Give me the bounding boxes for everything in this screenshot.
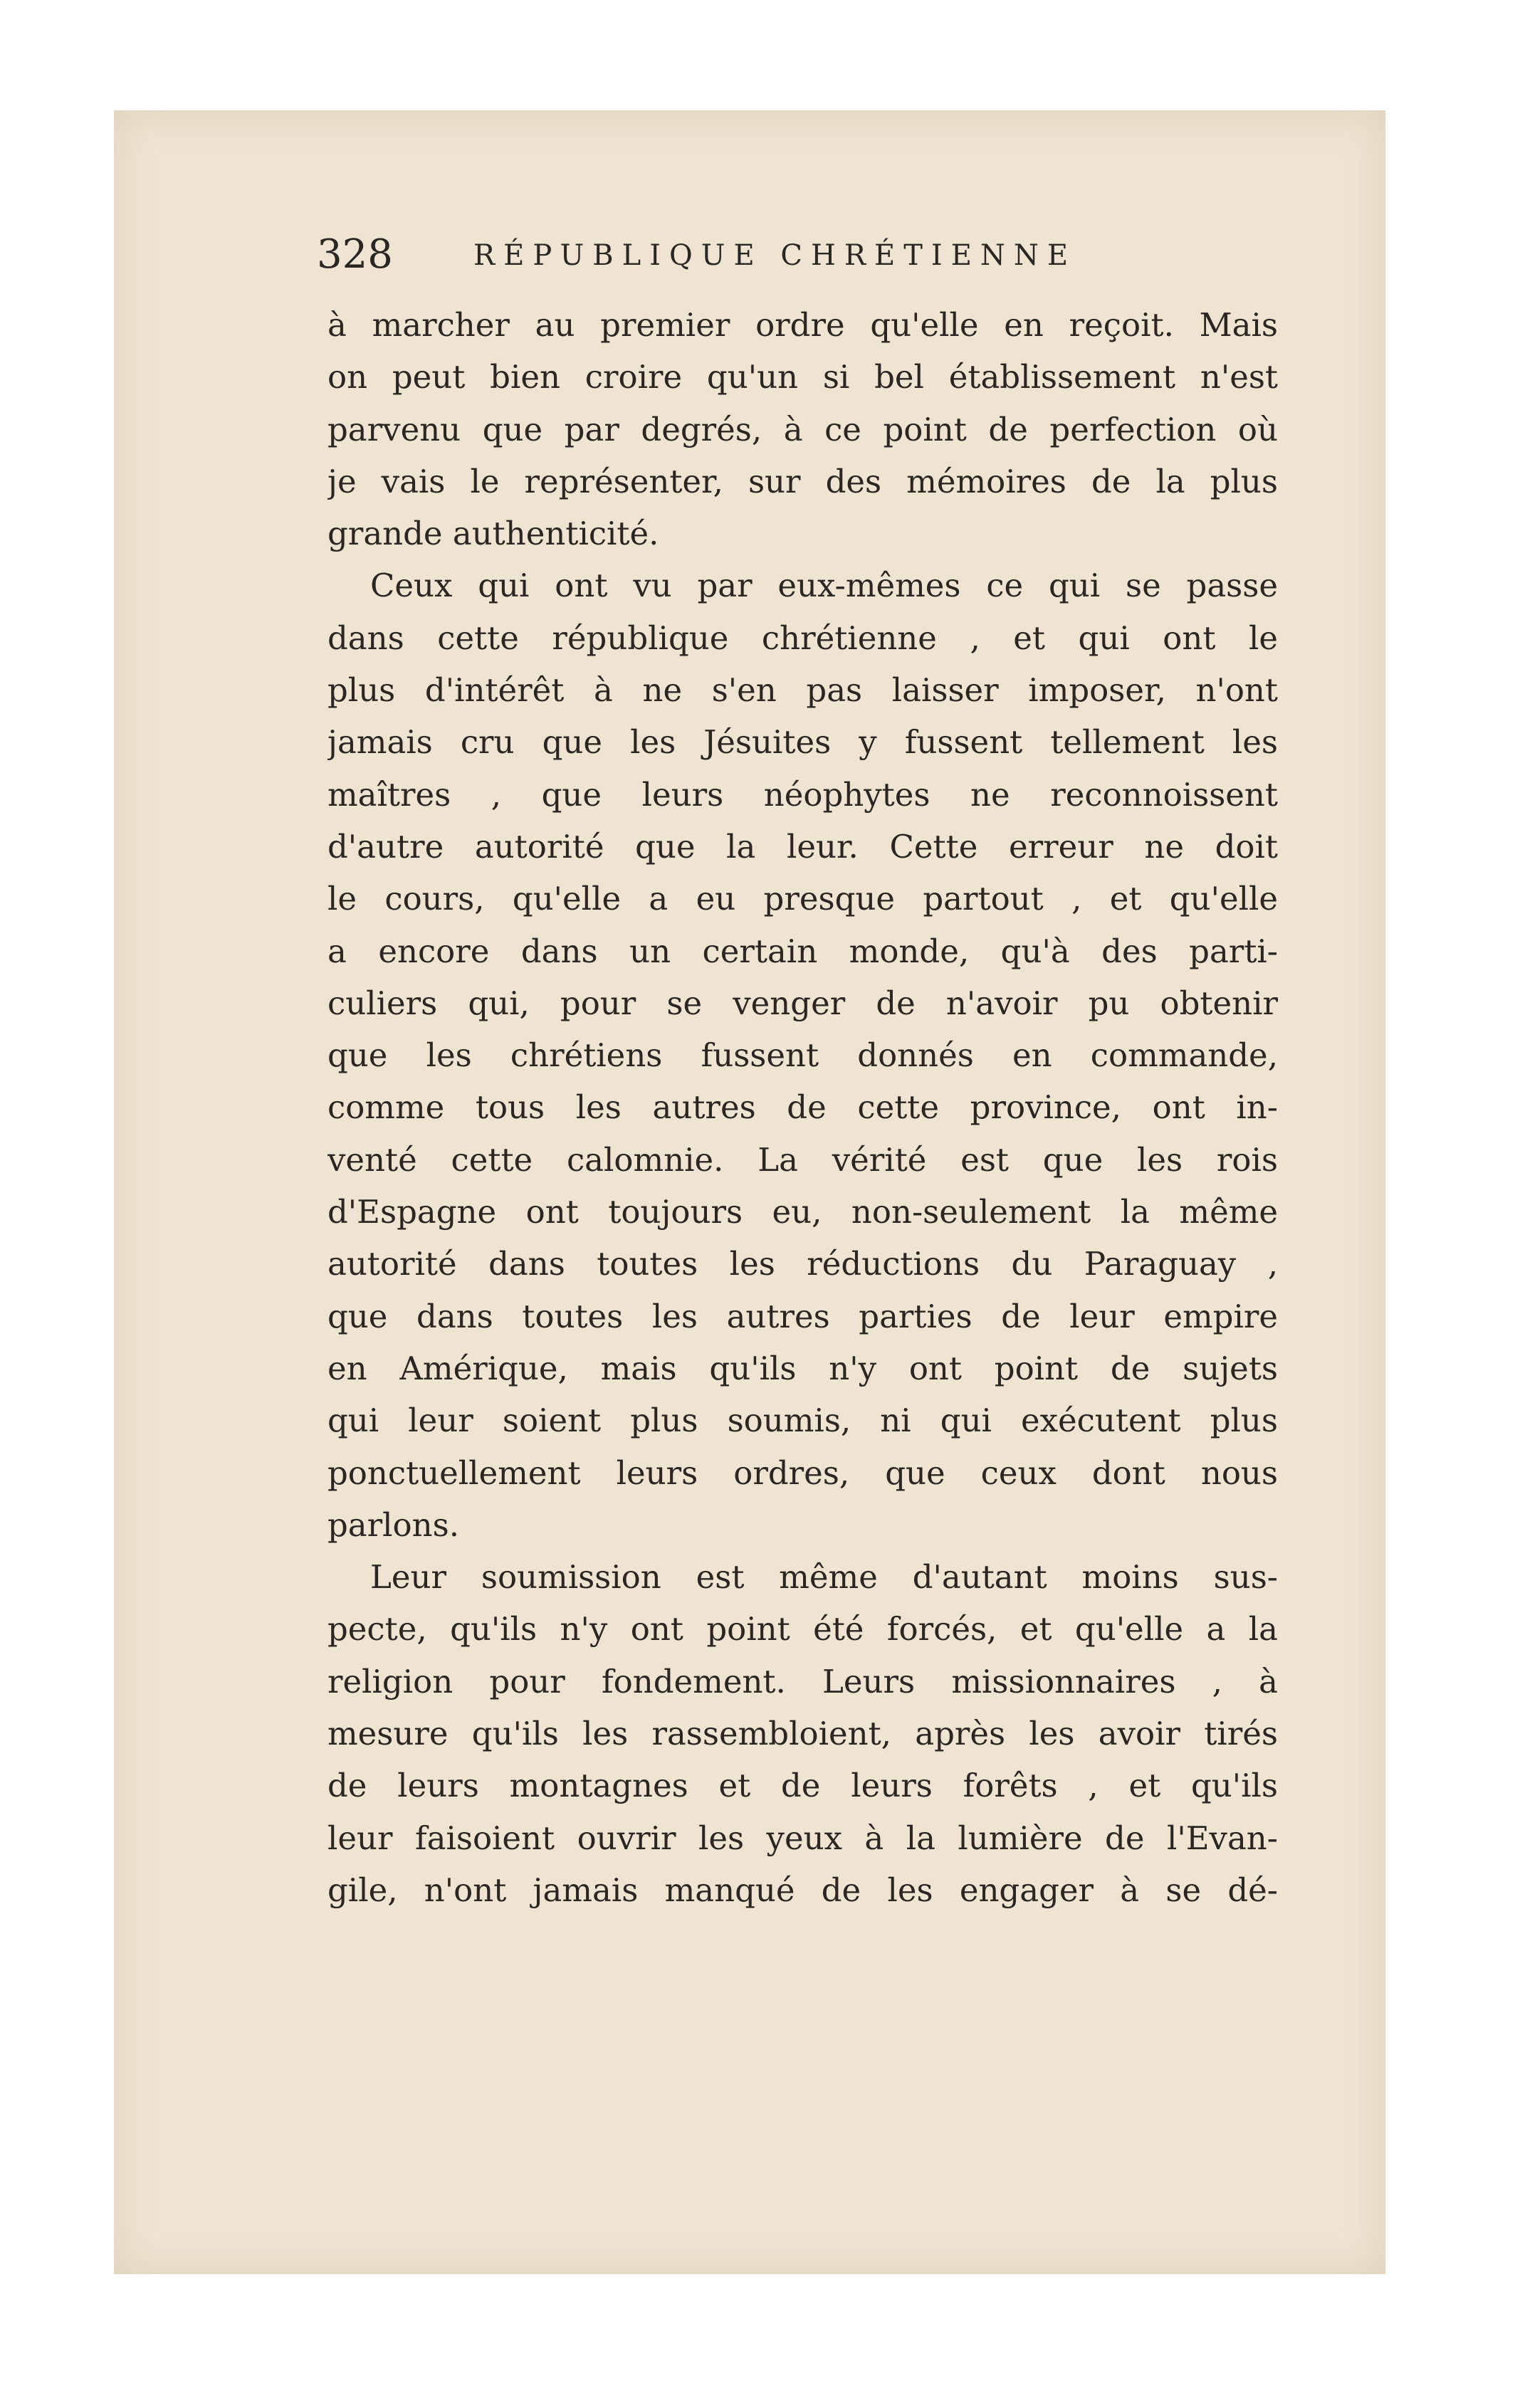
text-line: parvenu que par degrés, à ce point de perfection où — [327, 410, 1278, 448]
text-line: comme tous les autres de cette province, ont in- — [327, 1088, 1278, 1127]
text-line: parlons. — [327, 1505, 460, 1544]
text-line: culiers qui, pour se venger de n'avoir pu obtenir — [327, 984, 1278, 1022]
text-line: dans cette république chrétienne , et qui ont le — [327, 619, 1278, 657]
text-line: maîtres , que leurs néophytes ne reconnoissent — [327, 775, 1278, 814]
text-line: le cours, qu'elle a eu presque partout , et qu'elle — [327, 880, 1278, 918]
text-line: plus d'intérêt à ne s'en pas laisser imposer, n'ont — [327, 671, 1278, 710]
text-line: que dans toutes les autres parties de leur empire — [327, 1297, 1278, 1335]
text-line: pecte, qu'ils n'y ont point été forcés, et qu'elle a la — [327, 1610, 1278, 1649]
text-line: venté cette calomnie. La vérité est que les rois — [327, 1140, 1278, 1179]
text-line: en Amérique, mais qu'ils n'y ont point de sujets — [327, 1349, 1278, 1387]
text-line: mesure qu'ils les rassembloient, après les avoir tirés — [327, 1715, 1278, 1753]
text-line: à marcher au premier ordre qu'elle en reçoit. Mais — [327, 306, 1278, 344]
text-line: qui leur soient plus soumis, ni qui exécutent plus — [327, 1402, 1278, 1440]
text-line: leur faisoient ouvrir les yeux à la lumière de l'Evan- — [327, 1819, 1278, 1857]
text-line: Ceux qui ont vu par eux-mêmes ce qui se passe — [370, 567, 1278, 605]
text-line: d'autre autorité que la leur. Cette erreur ne doit — [327, 827, 1278, 866]
text-line: a encore dans un certain monde, qu'à des parti- — [327, 932, 1278, 970]
text-line: jamais cru que les Jésuites y fussent tellement les — [327, 723, 1278, 762]
running-title: RÉPUBLIQUE CHRÉTIENNE — [473, 239, 1077, 272]
page-header — [317, 226, 1264, 283]
page-number: 328 — [317, 231, 393, 278]
text-line: de leurs montagnes et de leurs forêts , et qu'ils — [327, 1767, 1278, 1805]
text-line: grande authenticité. — [327, 515, 659, 553]
text-line: on peut bien croire qu'un si bel établissement n'est — [327, 358, 1278, 396]
text-line: gile, n'ont jamais manqué de les engager à se dé- — [327, 1871, 1278, 1909]
text-line: d'Espagne ont toujours eu, non-seulement la même — [327, 1193, 1278, 1231]
text-line: autorité dans toutes les réductions du Paraguay , — [327, 1245, 1278, 1283]
text-line: religion pour fondement. Leurs missionnaires , à — [327, 1662, 1278, 1700]
text-line: ponctuellement leurs ordres, que ceux dont nous — [327, 1453, 1278, 1492]
text-line: je vais le représenter, sur des mémoires de la plus — [327, 462, 1278, 500]
body-text — [327, 299, 1278, 1916]
text-line: Leur soumission est même d'autant moins sus- — [370, 1558, 1278, 1597]
text-line: que les chrétiens fussent donnés en commande, — [327, 1036, 1278, 1075]
